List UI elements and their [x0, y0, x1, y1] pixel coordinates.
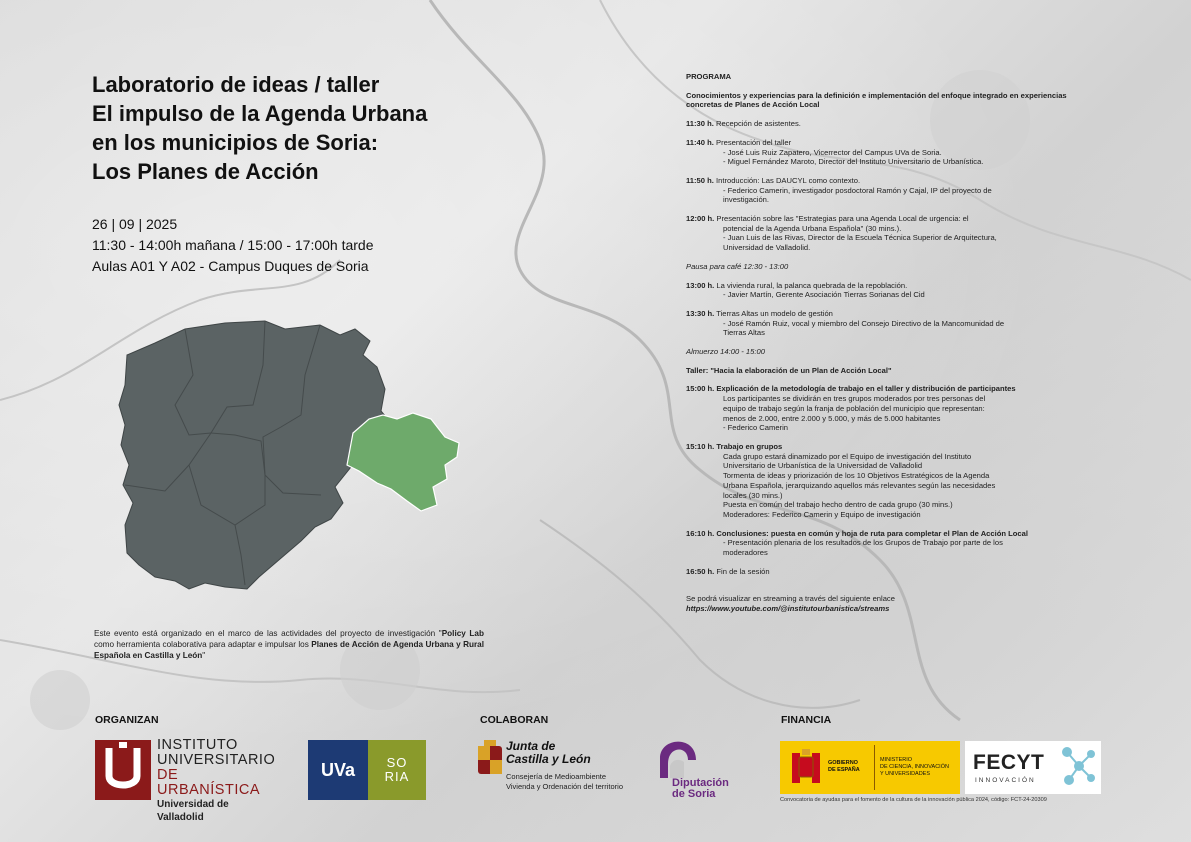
event-title	[92, 70, 532, 186]
programa	[686, 72, 1096, 614]
program-item-1300	[686, 281, 1096, 300]
colaboran-heading: COLABORAN	[480, 714, 549, 726]
item-speaker: Tierras Altas	[723, 328, 765, 338]
item-line: Universitario de Urbanística de la Universidad de Valladolid	[723, 461, 923, 471]
item-time: 16:50 h.	[686, 566, 715, 576]
gobierno-espana-logo	[780, 741, 960, 794]
event-details	[92, 214, 374, 277]
financia-heading: FINANCIA	[781, 714, 832, 726]
iu-mark-icon	[95, 740, 151, 800]
item-line: - Federico Camerin	[723, 423, 788, 433]
iu-line-1: INSTITUTO	[157, 737, 238, 753]
taller-heading: Taller: "Hacia la elaboración de un Plan de Acción Local"	[686, 365, 892, 375]
soria-mark-line-1: SO	[386, 755, 408, 770]
item-text: Tierras Altas un modelo de gestión	[716, 308, 833, 318]
jcyl-line-1: Junta de	[506, 739, 556, 753]
intro-project-title: Planes de Acción de Agenda Urbana y Rural Española en Castilla y León	[94, 640, 484, 660]
title-line-4: Los Planes de Acción	[92, 159, 319, 184]
event-time: 11:30 - 14:00h mañana / 15:00 - 17:00h tarde	[92, 237, 374, 253]
fecyt-molecule-icon	[1057, 744, 1101, 790]
item-line: Puesta en común del trabajo hecho dentro de cada grupo (30 mins.)	[723, 500, 953, 510]
item-line: Cada grupo estará dinamizado por el Equipo de investigación del Instituto	[723, 451, 972, 461]
item-text-cont: potencial de la Agenda Urbana Española" (30 mins.).	[723, 223, 902, 233]
item-text: Presentación del taller	[716, 137, 792, 147]
castilla-leon-map	[115, 315, 465, 595]
event-place: Aulas A01 Y A02 - Campus Duques de Soria	[92, 258, 369, 274]
item-time: 13:00 h.	[686, 280, 715, 290]
instituto-urbanistica-logo	[95, 737, 276, 823]
fecyt-sub: INNOVACIÓN	[975, 777, 1036, 784]
uva-mark: UVa	[308, 740, 368, 800]
convocatoria-note: Convocatoria de ayudas para el fomento de la cultura de la innovación pública 2024, código: FCT-24-20309	[780, 797, 1047, 803]
title-line-1: Laboratorio de ideas / taller	[92, 72, 380, 97]
item-time: 11:40 h.	[686, 137, 714, 147]
program-item-1200	[686, 214, 1096, 253]
title-line-2: El impulso de la Agenda Urbana	[92, 101, 428, 126]
item-heading: 16:10 h. Conclusiones: puesta en común y hoja de ruta para completar el Plan de Acción Local	[686, 528, 1028, 538]
soria-mark-line-2: RIA	[384, 769, 410, 784]
jcyl-line-4: Vivienda y Ordenación del territorio	[506, 782, 624, 791]
event-date: 26 | 09 | 2025	[92, 216, 178, 232]
iu-line-3: DE URBANÍSTICA	[157, 767, 260, 798]
item-speaker: - Juan Luis de las Rivas, Director de la Escuela Técnica Superior de Arquitectura,	[723, 233, 997, 243]
intro-project-name: Policy Lab	[441, 629, 484, 638]
item-text: Presentación sobre las "Estrategias para una Agenda Local de urgencia: el	[716, 214, 969, 224]
item-time: 11:50 h.	[686, 175, 714, 185]
jcyl-line-3: Consejería de Medioambiente	[506, 772, 607, 781]
item-heading: 15:00 h. Explicación de la metodología de trabajo en el taller y distribución de participantes	[686, 384, 1016, 394]
gobierno-line-2: DE ESPAÑA	[828, 767, 860, 773]
program-item-1510	[686, 442, 1096, 520]
intro-text-3: "	[202, 651, 206, 660]
almuerzo: Almuerzo 14:00 - 15:00	[686, 347, 765, 357]
diputacion-soria-logo	[654, 740, 740, 802]
uva-soria-logo	[308, 740, 426, 800]
ministerio-line-1: MINISTERIO	[880, 757, 913, 763]
streaming-note: Se podrá visualizar en streaming a través del siguiente enlace	[686, 594, 895, 604]
item-line: - Presentación plenaria de los resultados de los Grupos de Trabajo por parte de los	[723, 538, 1003, 548]
soria-province	[347, 413, 459, 511]
spain-coat-of-arms-icon	[788, 747, 824, 787]
fecyt-name: FECYT	[973, 751, 1045, 774]
item-speaker: - Miguel Fernández Maroto, Director del Instituto Universitario de Urbanística.	[723, 157, 984, 167]
item-speaker: - José Luis Ruiz Zapatero, Vicerrector del Campus UVa de Soria.	[723, 147, 942, 157]
programa-heading: PROGRAMA	[686, 72, 732, 81]
program-item-1130	[686, 119, 1096, 129]
gobierno-line-1: GOBIERNO	[828, 760, 858, 766]
item-line: equipo de trabajo según la franja de población del municipio que representan:	[723, 403, 985, 413]
intro-text-1: Este evento está organizado en el marco de las actividades del proyecto de investigación "	[94, 629, 442, 638]
diputacion-arch-icon	[658, 740, 698, 778]
item-text: Introducción: Las DAUCYL como contexto.	[716, 175, 861, 185]
jcyl-shield-icon	[478, 740, 502, 776]
item-line: Moderadores: Federico Camerin y Equipo de investigación	[723, 509, 921, 519]
diputacion-line-2: de Soria	[672, 788, 716, 800]
streaming-link[interactable]: https://www.youtube.com/@institutourbanistica/streams	[686, 604, 890, 614]
item-line: Urbana Española, jerarquizando aquellos más relevantes según las necesidades	[723, 480, 996, 490]
item-speaker: - Javier Martín, Gerente Asociación Tierras Sorianas del Cid	[723, 290, 925, 300]
junta-castilla-leon-logo	[478, 740, 648, 802]
item-speaker: investigación.	[723, 195, 770, 205]
program-item-1610	[686, 529, 1096, 558]
item-line: Los participantes se dividirán en tres grupos moderados por tres personas del	[723, 394, 986, 404]
item-speaker: - Federico Camerin, investigador posdoctoral Ramón y Cajal, IP del proyecto de	[723, 185, 992, 195]
item-line: Tormenta de ideas y priorización de los 10 Objetivos Estratégicos de la Agenda	[723, 471, 990, 481]
program-item-1500	[686, 384, 1096, 433]
item-time: 12:00 h.	[686, 214, 715, 224]
programa-subheading: Conocimientos y experiencias para la definición e implementación del enfoque integrado en experiencias concretas de Planes de Acción Local	[686, 90, 1067, 110]
intro-paragraph	[94, 628, 484, 661]
item-text: Fin de la sesión	[716, 566, 770, 576]
diputacion-line-1: Diputación	[672, 777, 729, 789]
jcyl-line-2: Castilla y León	[506, 752, 591, 766]
fecyt-logo	[965, 741, 1101, 794]
ministerio-line-3: Y UNIVERSIDADES	[880, 771, 931, 777]
item-heading: 15:10 h. Trabajo en grupos	[686, 441, 783, 451]
item-speaker: - José Ramón Ruiz, vocal y miembro del Consejo Directivo de la Mancomunidad de	[723, 318, 1005, 328]
item-time: 11:30 h.	[686, 119, 714, 129]
program-item-1650	[686, 567, 1096, 577]
organizan-heading: ORGANIZAN	[95, 714, 159, 726]
program-item-1150	[686, 176, 1096, 205]
item-line: moderadores	[723, 548, 768, 558]
program-item-1330	[686, 309, 1096, 338]
iu-line-2: UNIVERSITARIO	[157, 752, 276, 768]
item-time: 13:30 h.	[686, 308, 715, 318]
ministerio-line-2: DE CIENCIA, INNOVACIÓN	[880, 764, 949, 770]
item-text: Recepción de asistentes.	[716, 119, 801, 129]
title-line-3: en los municipios de Soria:	[92, 130, 379, 155]
item-line: menos de 2.000, entre 2.000 y 5.000, y más de 5.000 habitantes	[723, 413, 941, 423]
program-item-1140	[686, 138, 1096, 167]
item-text: La vivienda rural, la palanca quebrada de la repoblación.	[716, 280, 908, 290]
soria-mark	[368, 740, 426, 800]
iu-line-4: Universidad de Valladolid	[157, 799, 229, 823]
pausa-cafe: Pausa para café 12:30 - 13:00	[686, 261, 789, 271]
intro-text-2: como herramienta colaborativa para adaptar e impulsar los	[94, 640, 312, 649]
item-speaker: Universidad de Valladolid.	[723, 243, 811, 253]
item-line: locales (30 mins.)	[723, 490, 783, 500]
